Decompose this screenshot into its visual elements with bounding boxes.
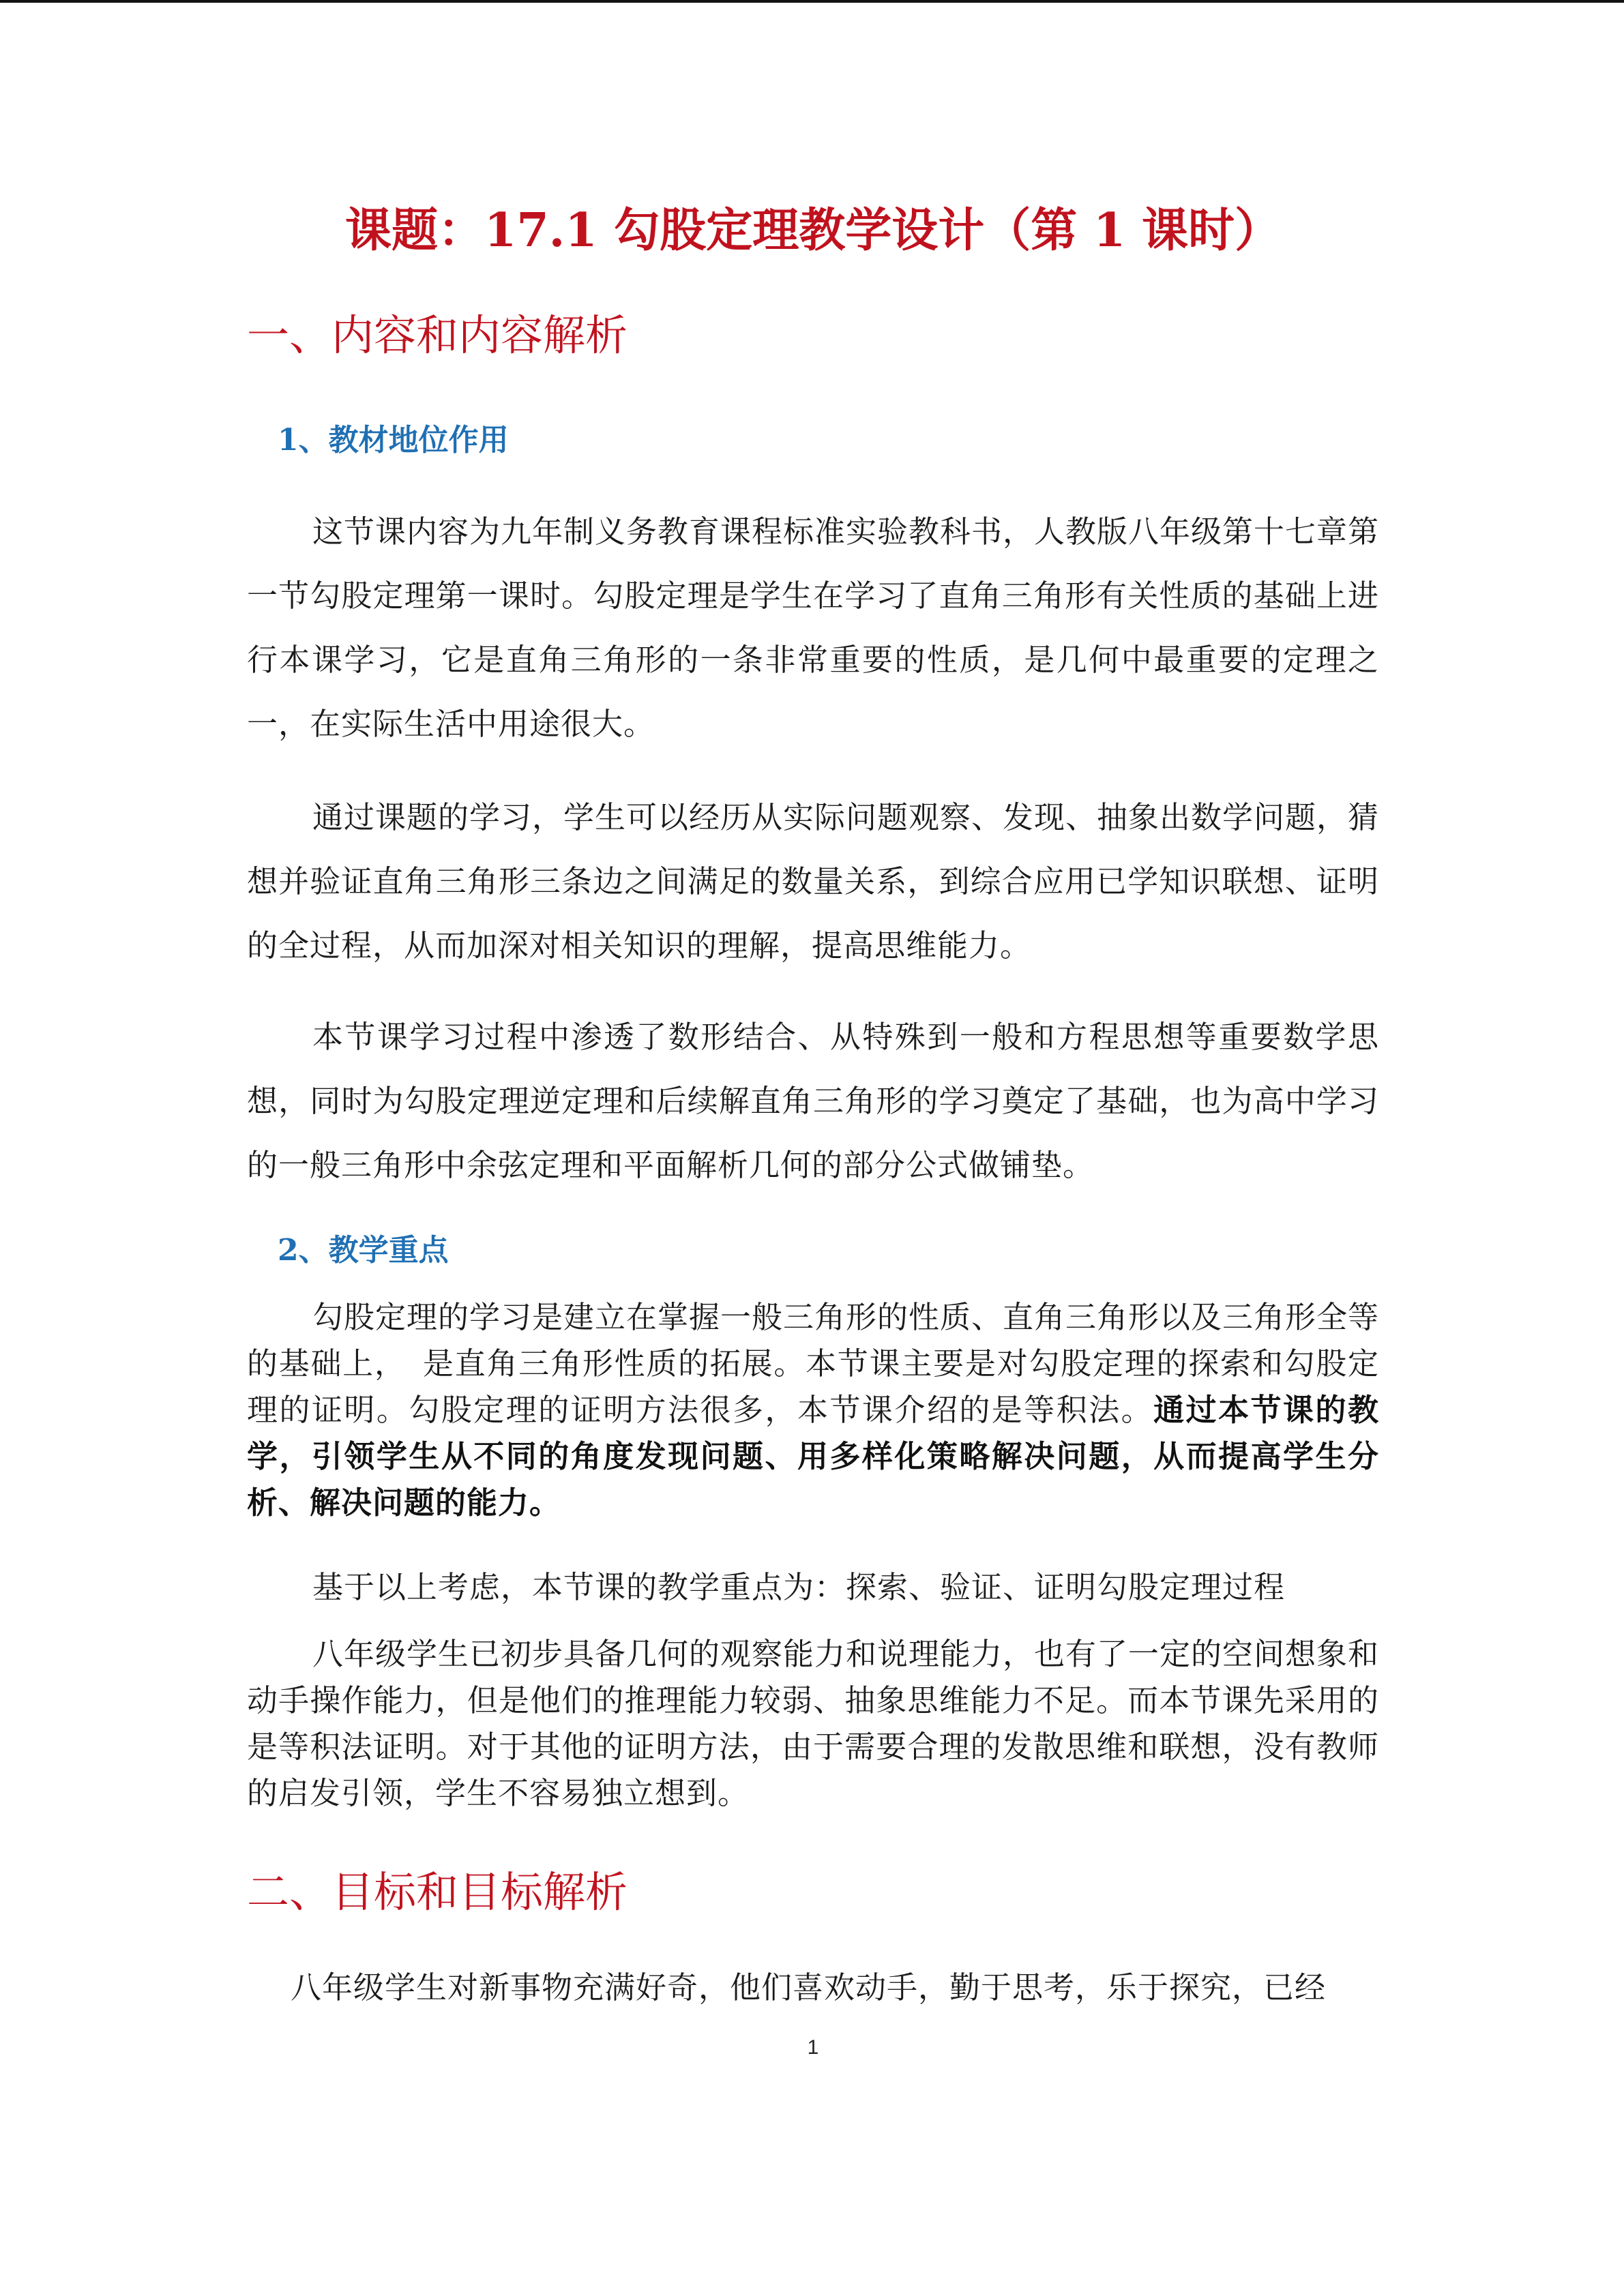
- paragraph-teaching-focus: [247, 1294, 1379, 1526]
- paragraph-textbook-position: 这节课内容为九年制义务教育课程标准实验教科书，人教版八年级第十七章第一节勾股定理第一课时。勾股定理是学生在学习了直角三角形有关性质的基础上进行本课学习，它是直角三角形的一条非常重要的性质，是几何中最重要的定理之一，在实际生活中用途很大。: [247, 513, 1380, 742]
- section-heading-content-analysis: 一、内容和内容解析: [247, 310, 628, 360]
- paragraph-student-ability: 八年级学生已初步具备几何的观察能力和说理能力，也有了一定的空间想象和动手操作能力，但是他们的推理能力较弱、抽象思维能力不足。而本节课先采用的是等积法证明。对于其他的证明方法，由于需要合理的发散思维和联想，没有教师的启发引领，学生不容易独立想到。: [247, 1636, 1380, 1811]
- paragraph-learning-process: 通过课题的学习，学生可以经历从实际问题观察、发现、抽象出数学问题，猜想并验证直角三角形三条边之间满足的数量关系，到综合应用已学知识联想、证明的全过程，从而加深对相关知识的理解，提高思维能力。: [247, 799, 1380, 964]
- section-heading-goals-analysis: 二、目标和目标解析: [247, 1867, 628, 1917]
- subheading-textbook-role: 1、教材地位作用: [278, 423, 509, 458]
- paragraph-focus-summary: 基于以上考虑，本节课的教学重点为：探索、验证、证明勾股定理过程: [312, 1569, 1286, 1605]
- document-title: 课题：17.1 勾股定理教学设计（第 1 课时）: [345, 203, 1281, 258]
- document-page: [247, 0, 1379, 2296]
- paragraph-goals-intro: 八年级学生对新事物充满好奇，他们喜欢动手，勤于思考，乐于探究，已经: [291, 1969, 1327, 2006]
- subheading-teaching-focus: 2、教学重点: [278, 1233, 449, 1268]
- page-number: 1: [807, 2036, 819, 2059]
- teaching-focus-emphasis: 通过本节课的教学，引领学生从不同的角度发现问题、用多样化策略解决问题，从而提高学生分析、解决问题的能力。: [247, 1392, 1379, 1521]
- teaching-focus-text: 勾股定理的学习是建立在掌握一般三角形的性质、直角三角形以及三角形全等的基础上， 是直角三角形性质的拓展。本节课主要是对勾股定理的探索和勾股定理的证明。勾股定理的证明方法很多，本节课介绍的是等积法。: [247, 1299, 1380, 1428]
- paragraph-mathematical-thinking: 本节课学习过程中渗透了数形结合、从特殊到一般和方程思想等重要数学思想，同时为勾股定理逆定理和后续解直角三角形的学习奠定了基础，也为高中学习的一般三角形中余弦定理和平面解析几何的部分公式做铺垫。: [247, 1019, 1379, 1183]
